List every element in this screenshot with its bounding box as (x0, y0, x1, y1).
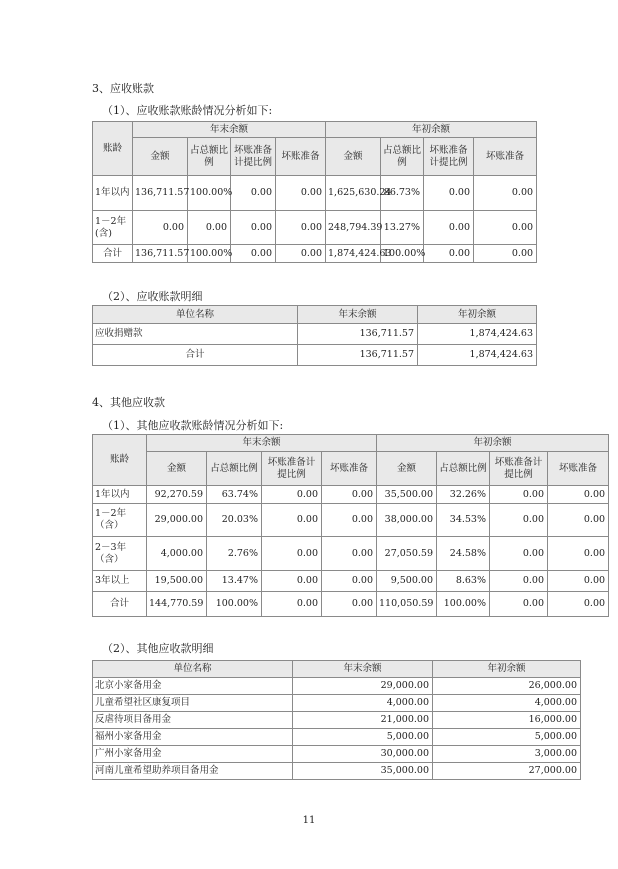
cell: 4,000.00 (433, 695, 581, 712)
col-age: 账龄 (93, 122, 133, 176)
cell: 0.00 (474, 245, 537, 263)
table-row (93, 571, 609, 592)
cell: 0.00 (490, 571, 548, 592)
cell: 0.00 (322, 486, 377, 504)
section-3-heading: 3、应收账款 (92, 82, 154, 95)
cell: 0.00 (548, 537, 609, 571)
cell: 21,000.00 (293, 712, 433, 729)
cell: 0.00 (276, 211, 326, 245)
cell: 0.00 (262, 537, 322, 571)
cell: 0.00 (262, 592, 322, 617)
table-row (93, 176, 537, 211)
cell: 合计 (93, 345, 298, 366)
page-number: 11 (302, 815, 316, 826)
table-row (93, 537, 609, 571)
table-row (93, 712, 581, 729)
col-rate: 坏账准备计提比例 (490, 452, 548, 486)
cell: 100.00% (188, 245, 231, 263)
cell: 0.00 (262, 571, 322, 592)
cell: 86.73% (381, 176, 424, 211)
col-rate: 坏账准备计提比例 (231, 138, 276, 176)
table-row (93, 746, 581, 763)
row-label: 1年以内 (93, 486, 147, 504)
cell: 广州小家备用金 (93, 746, 293, 763)
cell: 河南儿童希望助养项目备用金 (93, 763, 293, 780)
cell: 0.00 (231, 211, 276, 245)
col-provision: 坏账准备 (548, 452, 609, 486)
cell: 0.00 (424, 245, 474, 263)
row-label: 合计 (93, 245, 133, 263)
cell: 0.00 (322, 504, 377, 537)
cell: 0.00 (322, 537, 377, 571)
col-rate: 坏账准备计提比例 (262, 452, 322, 486)
col-unit-name: 单位名称 (93, 661, 293, 678)
cell: 29,000.00 (293, 678, 433, 695)
cell: 0.00 (490, 592, 548, 617)
table-row (93, 729, 581, 746)
cell: 35,000.00 (293, 763, 433, 780)
cell: 5,000.00 (293, 729, 433, 746)
cell: 26,000.00 (433, 678, 581, 695)
col-year-start: 年初余额 (418, 306, 537, 324)
section-3-sub1: （1）、应收账款账龄情况分析如下: (102, 104, 273, 117)
table-row (93, 504, 609, 537)
cell: 5,000.00 (433, 729, 581, 746)
cell: 30,000.00 (293, 746, 433, 763)
section-4-heading: 4、其他应收款 (92, 396, 165, 409)
cell: 20.03% (207, 504, 262, 537)
col-year-start: 年初余额 (326, 122, 537, 138)
cell: 0.00 (322, 571, 377, 592)
cell: 0.00 (490, 486, 548, 504)
cell: 1,625,630.24 (326, 176, 381, 211)
cell: 27,000.00 (433, 763, 581, 780)
table-row-total (93, 345, 537, 366)
row-label: 1－2年（含） (93, 504, 147, 537)
row-label: 1年以内 (93, 176, 133, 211)
cell: 1,874,424.63 (326, 245, 381, 263)
col-year-end: 年末余额 (133, 122, 326, 138)
col-provision: 坏账准备 (322, 452, 377, 486)
table-row (93, 678, 581, 695)
cell: 0.00 (490, 504, 548, 537)
other-receivables-detail-table (92, 660, 581, 780)
cell: 13.27% (381, 211, 424, 245)
cell: 1,874,424.63 (418, 324, 537, 345)
cell: 0.00 (548, 504, 609, 537)
col-amount: 金额 (133, 138, 188, 176)
cell: 38,000.00 (377, 504, 437, 537)
cell: 福州小家备用金 (93, 729, 293, 746)
cell: 0.00 (474, 176, 537, 211)
cell: 136,711.57 (298, 345, 418, 366)
cell: 248,794.39 (326, 211, 381, 245)
cell: 13.47% (207, 571, 262, 592)
cell: 儿童希望社区康复项目 (93, 695, 293, 712)
col-amount: 金额 (326, 138, 381, 176)
cell: 0.00 (262, 504, 322, 537)
cell: 0.00 (322, 592, 377, 617)
cell: 100.00% (207, 592, 262, 617)
col-unit-name: 单位名称 (93, 306, 298, 324)
cell: 0.00 (188, 211, 231, 245)
cell: 136,711.57 (298, 324, 418, 345)
col-year-end: 年末余额 (293, 661, 433, 678)
col-year-start: 年初余额 (377, 435, 609, 452)
cell: 92,270.59 (147, 486, 207, 504)
cell: 27,050.59 (377, 537, 437, 571)
table-row-total (93, 592, 609, 617)
cell: 136,711.57 (133, 245, 188, 263)
cell: 反虐待项目备用金 (93, 712, 293, 729)
col-percent: 占总额比例 (207, 452, 262, 486)
cell: 100.00% (437, 592, 490, 617)
table-row-total (93, 245, 537, 263)
section-3-sub2: （2）、应收账款明细 (102, 290, 203, 303)
cell: 0.00 (474, 211, 537, 245)
cell: 0.00 (276, 176, 326, 211)
cell: 0.00 (231, 176, 276, 211)
col-year-start: 年初余额 (433, 661, 581, 678)
table-row (93, 763, 581, 780)
cell: 8.63% (437, 571, 490, 592)
cell: 0.00 (548, 571, 609, 592)
cell: 100.00% (381, 245, 424, 263)
cell: 110,050.59 (377, 592, 437, 617)
row-label: 2－3年（含） (93, 537, 147, 571)
cell: 1,874,424.63 (418, 345, 537, 366)
cell: 9,500.00 (377, 571, 437, 592)
col-amount: 金额 (147, 452, 207, 486)
receivables-detail-table (92, 305, 537, 366)
cell: 144,770.59 (147, 592, 207, 617)
col-rate: 坏账准备计提比例 (424, 138, 474, 176)
cell: 4,000.00 (293, 695, 433, 712)
cell: 35,500.00 (377, 486, 437, 504)
section-4-sub1: （1）、其他应收款账龄情况分析如下: (102, 419, 284, 432)
cell: 应收捐赠款 (93, 324, 298, 345)
table-row (93, 324, 537, 345)
table-row (93, 486, 609, 504)
cell: 0.00 (133, 211, 188, 245)
receivables-aging-table (92, 121, 537, 263)
cell: 0.00 (424, 211, 474, 245)
cell: 100.00% (188, 176, 231, 211)
cell: 29,000.00 (147, 504, 207, 537)
cell: 0.00 (231, 245, 276, 263)
cell: 19,500.00 (147, 571, 207, 592)
col-year-end: 年末余额 (298, 306, 418, 324)
row-label: 1－2年(含) (93, 211, 133, 245)
col-percent: 占总额比例 (437, 452, 490, 486)
cell: 34.53% (437, 504, 490, 537)
cell: 0.00 (424, 176, 474, 211)
cell: 32.26% (437, 486, 490, 504)
cell: 0.00 (262, 486, 322, 504)
cell: 0.00 (490, 537, 548, 571)
section-4-sub2: （2）、其他应收款明细 (102, 642, 214, 655)
col-age: 账龄 (93, 435, 147, 486)
row-label: 合计 (93, 592, 147, 617)
col-provision: 坏账准备 (276, 138, 326, 176)
col-year-end: 年末余额 (147, 435, 377, 452)
cell: 16,000.00 (433, 712, 581, 729)
cell: 0.00 (548, 486, 609, 504)
cell: 北京小家备用金 (93, 678, 293, 695)
table-row (93, 695, 581, 712)
cell: 4,000.00 (147, 537, 207, 571)
col-percent: 占总额比例 (381, 138, 424, 176)
cell: 0.00 (276, 245, 326, 263)
cell: 2.76% (207, 537, 262, 571)
col-amount: 金额 (377, 452, 437, 486)
col-percent: 占总额比例 (188, 138, 231, 176)
cell: 0.00 (548, 592, 609, 617)
cell: 3,000.00 (433, 746, 581, 763)
cell: 63.74% (207, 486, 262, 504)
other-receivables-aging-table (92, 434, 609, 617)
col-provision: 坏账准备 (474, 138, 537, 176)
table-row (93, 211, 537, 245)
cell: 136,711.57 (133, 176, 188, 211)
cell: 24.58% (437, 537, 490, 571)
row-label: 3年以上 (93, 571, 147, 592)
